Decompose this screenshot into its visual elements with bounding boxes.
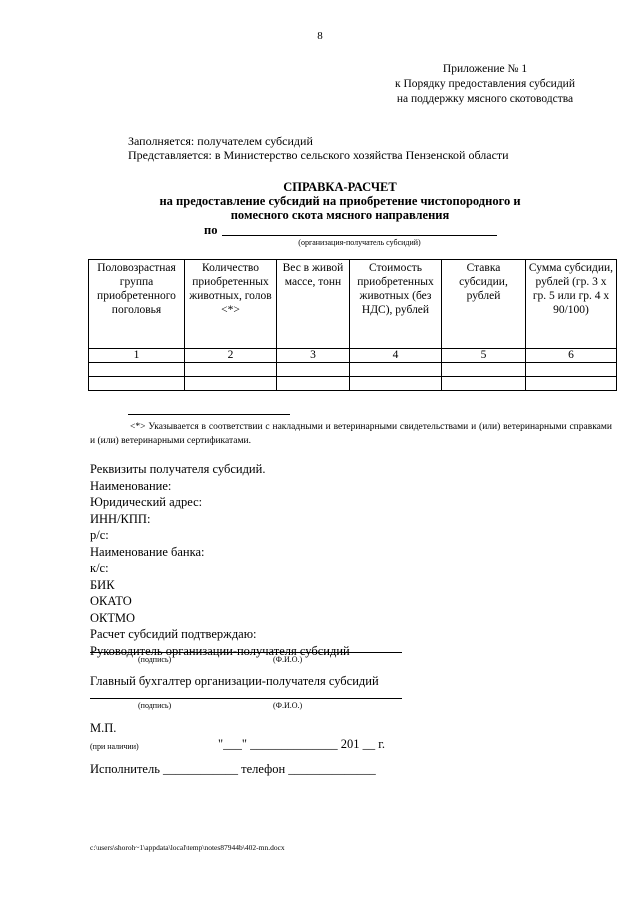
organization-caption: (организация-получатель субсидий) [298,238,421,247]
table-cell[interactable] [442,377,526,391]
po-label: по [204,223,218,237]
executor-line[interactable]: Исполнитель ____________ телефон ______________ [90,762,376,776]
table-cell[interactable] [277,377,350,391]
submitted-to: Представляется: в Министерство сельского хозяйства Пензенской области [128,148,509,162]
stamp-note: (при наличии) [90,742,139,751]
table-cell[interactable] [350,363,442,377]
col-number: 6 [526,349,617,363]
filled-by: Заполняется: получателем субсидий [128,134,313,148]
col-number: 1 [89,349,185,363]
table-cell[interactable] [526,363,617,377]
requisites-bik: БИК [90,577,115,592]
table-cell[interactable] [526,377,617,391]
col-number: 2 [185,349,277,363]
accountant-signature-line[interactable] [90,698,402,699]
table-header-row [89,260,617,349]
footnote-separator [128,414,290,415]
head-signature-caption: (подпись) [138,655,172,664]
document-title: СПРАВКА-РАСЧЕТ [283,180,397,194]
accountant-fio-caption: (Ф.И.О.) [273,701,303,710]
accountant-label: Главный бухгалтер организации-получателя субсидий [90,674,379,688]
organization-fill-line[interactable] [222,235,497,236]
requisites-oktmo: ОКТМО [90,610,135,625]
table-row[interactable] [89,377,617,391]
accountant-signature-caption: (подпись) [138,701,172,710]
head-label: Руководитель организации-получателя субсидий [90,643,350,658]
appendix-line-2: к Порядку предоставления субсидий [395,78,575,90]
appendix-line-1: Приложение № 1 [442,63,528,75]
confirmation: Расчет субсидий подтверждаю: [90,627,257,641]
calculation-table [88,259,617,391]
header-count: Количество приобретенных животных, голов <*> [185,260,277,349]
appendix-block [360,62,610,107]
table-cell[interactable] [89,363,185,377]
requisites-address: Юридический адрес: [90,495,203,509]
table-cell[interactable] [277,363,350,377]
appendix-line-3: на поддержку мясного скотоводства [396,93,574,105]
document-heading [60,180,620,222]
requisites-name: Наименование: [90,478,172,493]
col-number: 5 [442,349,526,363]
file-path: c:\users\shoroh~1\appdata\local\temp\notes87944b\402-mn.docx [90,843,285,852]
header-rate: Ставка субсидии, рублей [442,260,526,349]
requisites-block [90,461,350,659]
table-row[interactable] [89,363,617,377]
stamp-mp: М.П. [90,721,117,735]
requisites-account: р/с: [90,528,109,542]
table-cell[interactable] [442,363,526,377]
heading-line-3: помесного скота мясного направления [230,208,450,222]
footnote: <*> Указывается в соответствии с накладными и ветеринарными свидетельствами и (или) ветеринарными справками и (или) ветеринарными сертификатами. [90,422,612,446]
page-number: 8 [317,30,323,42]
requisites-bank: Наименование банка: [90,544,205,559]
header-sum: Сумма субсидии, рублей (гр. 3 x гр. 5 или гр. 4 x 90/100) [526,260,617,349]
requisites-title: Реквизиты получателя субсидий. [90,462,266,476]
requisites-inn: ИНН/КПП: [90,511,151,526]
header-cost: Стоимость приобретенных животных (без НДС), рублей [350,260,442,349]
table-cell[interactable] [350,377,442,391]
requisites-okato: ОКАТО [90,594,132,608]
requisites-corr-account: к/с: [90,561,109,575]
date-field[interactable]: "___" ______________ 201 __ г. [218,737,386,751]
head-fio-caption: (Ф.И.О.) [273,655,303,664]
col-number: 4 [350,349,442,363]
table-cell[interactable] [89,377,185,391]
table-number-row [89,349,617,363]
table-cell[interactable] [185,377,277,391]
heading-line-2: на предоставление субсидий на приобретение чистопородного и [159,194,521,208]
col-number: 3 [277,349,350,363]
header-age-group: Половозрастная группа приобретенного поголовья [89,260,185,349]
head-signature-line[interactable] [90,652,402,653]
table-cell[interactable] [185,363,277,377]
header-weight: Вес в живой массе, тонн [277,260,350,349]
fill-info [128,134,509,162]
